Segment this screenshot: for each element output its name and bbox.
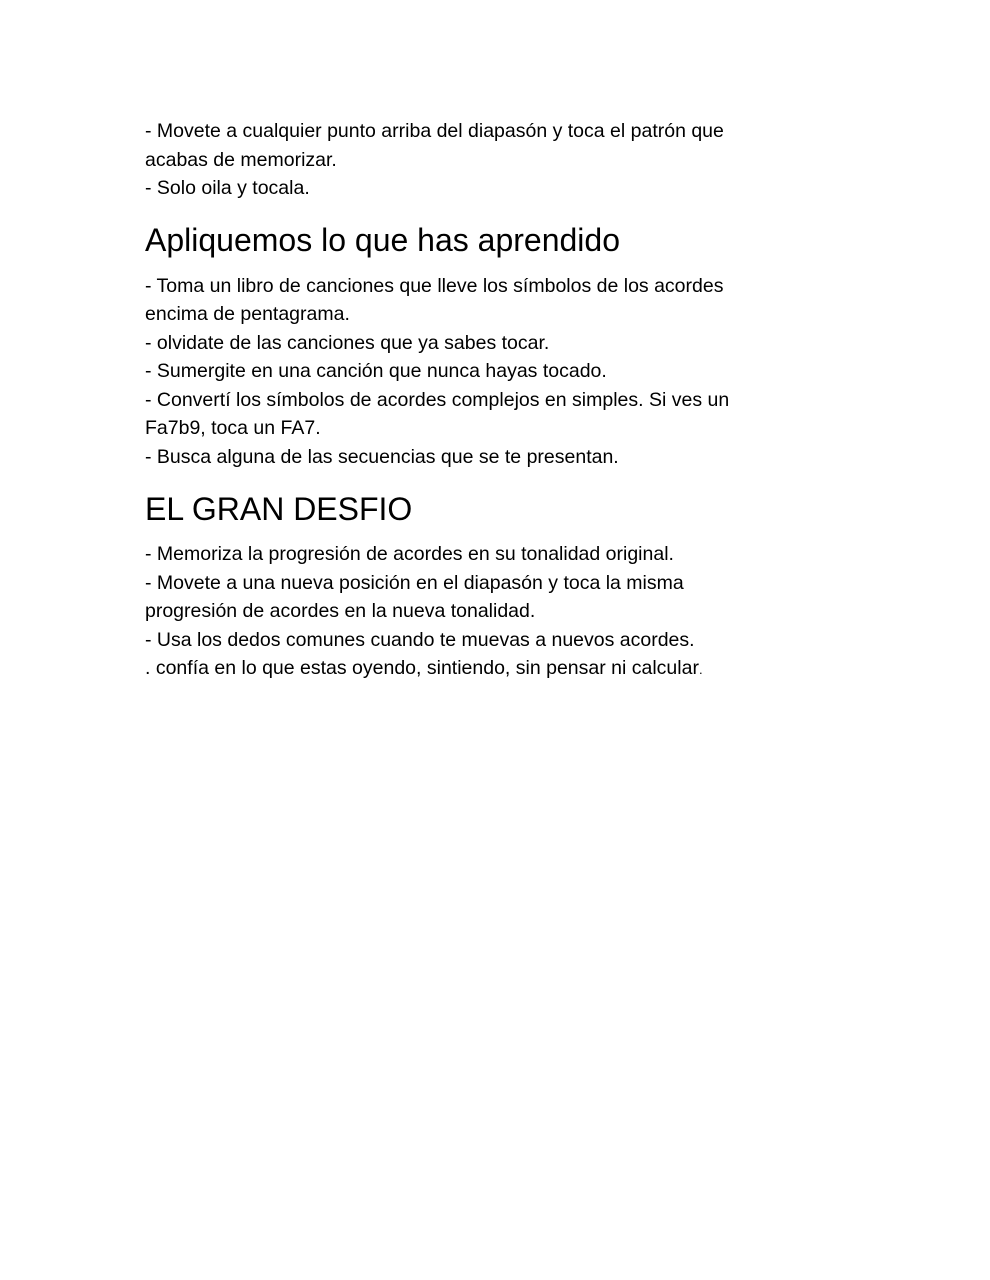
section2-line-3: progresión de acordes en la nueva tonalidad. [145,600,536,622]
section1-line-7: - Busca alguna de las secuencias que se te presentan. [145,445,619,468]
section-heading-apply: Apliquemos lo que has aprendido [145,221,620,258]
section1-line-2: encima de pentagrama. [145,303,350,325]
section2-line-1: - Memoriza la progresión de acordes en su tonalidad original. [145,543,674,565]
section2-line-4: - Usa los dedos comunes cuando te muevas a nuevos acordes. [145,628,695,651]
section1-line-3: - olvidate de las canciones que ya sabes tocar. [145,331,550,354]
section1-line-6: Fa7b9, toca un FA7. [145,417,321,439]
intro-line-1: - Movete a cualquier punto arriba del diapasón y toca el patrón que [145,120,724,142]
trailing-dot: . [698,662,703,677]
section1-line-5: - Convertí los símbolos de acordes complejos en simples. Si ves un [145,388,730,411]
intro-line-3: - Solo oila y tocala. [145,177,310,199]
section2-line-5-text: . confía en lo que estas oyendo, sintiendo, sin pensar ni calcular [145,657,699,679]
page-content [145,117,825,685]
section-heading-challenge: EL GRAN DESFIO [145,491,413,527]
section1-line-1: - Toma un libro de canciones que lleve los símbolos de los acordes [145,274,724,297]
section2-line-2: - Movete a una nueva posición en el diapasón y toca la misma [145,571,684,594]
section1-line-4: - Sumergite en una canción que nunca hayas tocado. [145,360,607,382]
section2-line-5 [145,654,825,685]
intro-line-2: acabas de memorizar. [145,148,337,171]
